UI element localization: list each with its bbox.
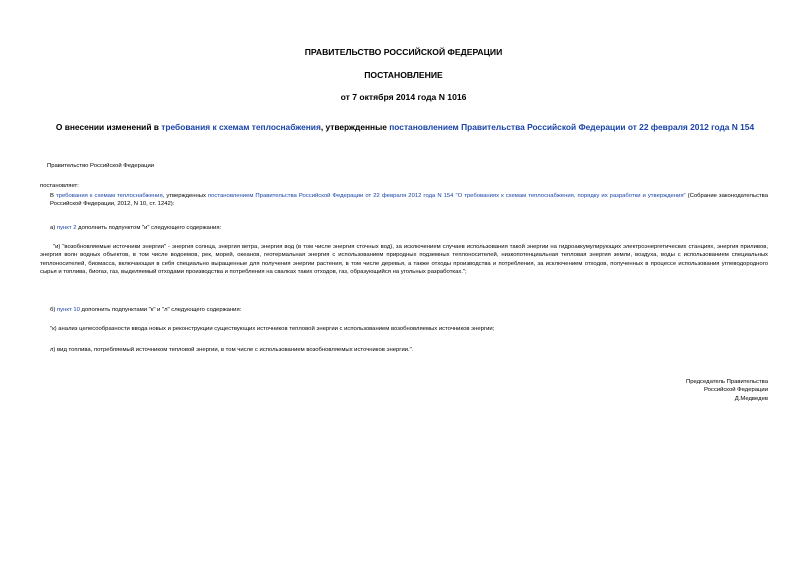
government-heading: ПРАВИТЕЛЬСТВО РОССИЙСКОЙ ФЕДЕРАЦИИ [304,47,503,57]
signature-position-2: Российской Федерации [703,387,768,394]
intro-link-requirements[interactable]: требования к схемам теплоснабжения [55,193,163,199]
intro-link-resolution[interactable]: постановлением Правительства Российской Федерации от 22 февраля 2012 года N 154 "О требованиях к схемам теплоснабжения, порядку их разработки и утверждения" [207,193,686,199]
item-a-text-2: дополнить подпунктом "и" следующего содержания: [76,225,222,231]
item-a-text-1: а) [50,225,57,231]
issuer: Правительство Российской Федерации [47,163,155,169]
item-b-text-1: б) [50,307,57,313]
item-b-link[interactable]: пункт 10 [56,307,80,313]
document-type: ПОСТАНОВЛЕНИЕ [364,70,443,80]
document-date-number: от 7 октября 2014 года N 1016 [340,92,467,102]
item-a-content-text: "и) "возобновляемые источники энергии" - энергия солнца, энергия ветра, энергия вод (в том числе энергия сточных вод), за исключением случаев использования такой энергии на гидроаккумулирующих электроэнергетических станциях, энергия приливов, энергия волн водных объектов, в том числе водоемов, рек, морей, океанов, геотермальная энергия с использованием природных подземных теплоносителей, низкопотенциальная тепловая энергия земли, воздуха, воды с использованием специальных теплоносителей, биомасса, включающая в себя специально выращенные для получения энергии растения, в том числе деревья, а также отходы производства и потребления, за исключением отходов, полученных в процессе использования углеводородного сырья и топлива, биогаз, газ, выделяемый отходами производства и потребления на свалках таких отходов, газ, образующийся на угольных разработках."; [40,244,768,276]
signature-name: Д.Медведев [734,395,768,402]
title-text-1: О внесении изменений в [55,122,162,132]
title-link-resolution[interactable]: постановлением Правительства Российской Федерации от 22 февраля 2012 года N 154 [389,122,755,132]
decree-word: постановляет: [40,183,79,189]
title-text-2: , утвержденные [320,122,390,132]
signature-position-1: Председатель Правительства [685,379,768,385]
signature-block [568,378,768,403]
document-title [45,122,765,133]
intro-text-2: , утвержденных [162,193,208,199]
item-a [50,224,768,232]
item-a-content [40,243,768,277]
intro-text-1: В [50,193,56,199]
item-k: "к) анализ целесообразности ввода новых и реконструкции существующих источников тепловой энергии с использованием возобновляемых источников энергии; [50,326,495,332]
item-b [50,306,768,314]
title-link-requirements[interactable]: требования к схемам теплоснабжения [161,122,321,132]
item-l: л) вид топлива, потребляемый источником тепловой энергии, в том числе с использованием возобновляемых источников энергии.". [50,347,414,353]
item-a-link[interactable]: пункт 2 [56,225,77,231]
item-b-text-2: дополнить подпунктами "к" и "л" следующего содержания: [79,307,242,313]
intro-text-3: (Собрание законодательства Российской Федерации, 2012, N 10, ст. 1242): [50,193,768,208]
intro-paragraph [50,192,768,209]
